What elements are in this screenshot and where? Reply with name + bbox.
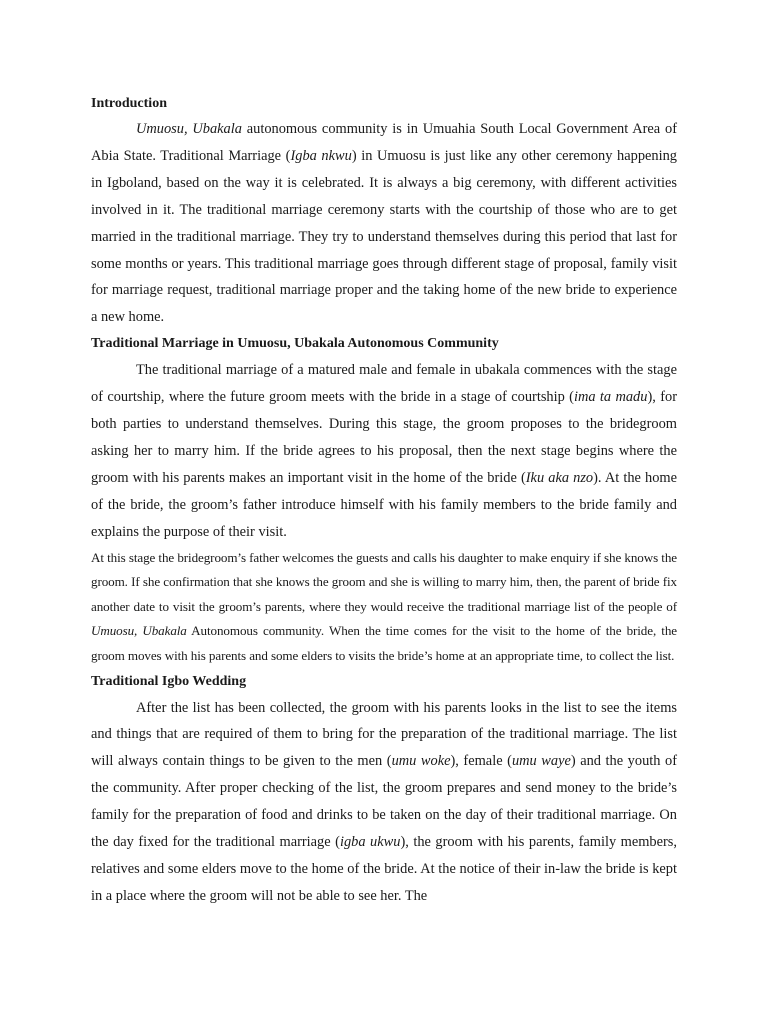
text-run: autonomous community is in Umuahia South Local Government Area of Abia State. Traditional Marriage ( bbox=[91, 121, 677, 164]
italic-term: umu woke bbox=[391, 753, 451, 770]
italic-term: Igba nkwu bbox=[290, 147, 352, 164]
italic-term: Iku aka nzo bbox=[525, 469, 594, 486]
italic-term: igba ukwu bbox=[339, 834, 401, 851]
text-run: ), for both parties to understand themselves. During this stage, the groom proposes to the bridegroom asking her to marry him. If the bride agrees to his proposal, then the next stage begins where the groom with his parents makes an important visit in the home of the bride ( bbox=[91, 389, 677, 486]
italic-term: umu waye bbox=[511, 753, 571, 770]
text-run: Autonomous community. When the time comes for the visit to the home of the bride, the groom moves with his parents and some elders to visits the bride’s home at an appropriate time, to collect the list. bbox=[91, 623, 677, 663]
section-heading-introduction: Introduction bbox=[91, 96, 167, 111]
text-run: After the list has been collected, the groom with his parents looks in the list to see the items and things that are required of them to bring for the preparation of the traditional marriage. The list will always contain things to be given to the men ( bbox=[91, 699, 677, 770]
text-run: ). At the home of the bride, the groom’s father introduce himself with his family members to the bride family and explains the purpose of their visit. bbox=[91, 469, 677, 540]
paragraph-introduction bbox=[91, 116, 677, 331]
text-run: At this stage the bridegroom’s father welcomes the guests and calls his daughter to make enquiry if she knows the groom. If she confirmation that she knows the groom and she is willing to marry him, then, the parent of bride fix another date to visit the groom’s parents, where they would receive the traditional marriage list of the people of bbox=[91, 549, 677, 614]
section-heading-igbo-wedding: Traditional Igbo Wedding bbox=[91, 673, 247, 689]
italic-term: Umuosu, Ubakala bbox=[136, 121, 242, 137]
section-heading-traditional-marriage: Traditional Marriage in Umuosu, Ubakala Autonomous Community bbox=[91, 336, 499, 352]
italic-term: Umuosu, Ubakala bbox=[91, 623, 187, 639]
paragraph-traditional-marriage bbox=[91, 357, 677, 545]
paragraph-igbo-wedding bbox=[91, 695, 677, 910]
text-run: ), female ( bbox=[450, 753, 512, 770]
text-run: ), the groom with his parents, family members, relatives and some elders move to the home of the bride. At the notice of their in-law the bride is kept in a place where the groom will not be able to see her. The bbox=[91, 834, 678, 904]
document-body bbox=[91, 92, 677, 910]
text-run: The traditional marriage of a matured male and female in ubakala commences with the stage of courtship, where the future groom meets with the bride in a stage of courtship ( bbox=[91, 362, 677, 406]
text-run: ) and the youth of the community. After proper checking of the list, the groom prepares and send money to the bride’s family for the preparation of food and drinks to be taken on the day of their traditional marriage. On the day fixed for the traditional marriage ( bbox=[91, 753, 678, 851]
paragraph-traditional-marriage-continued bbox=[91, 546, 677, 669]
italic-term: ima ta madu bbox=[573, 389, 648, 406]
text-run: ) in Umuosu is just like any other ceremony happening in Igboland, based on the way it is celebrated. It is always a big ceremony, with different activities involved in it. The traditional marriage ceremony starts with the courtship of those who are to get married in the traditional marriage. They try to understand themselves during this period that last for some months or years. This traditional marriage goes through different stage of proposal, family visit for marriage request, traditional marriage proper and the taking home of the new bride to experience a new home. bbox=[91, 147, 677, 326]
